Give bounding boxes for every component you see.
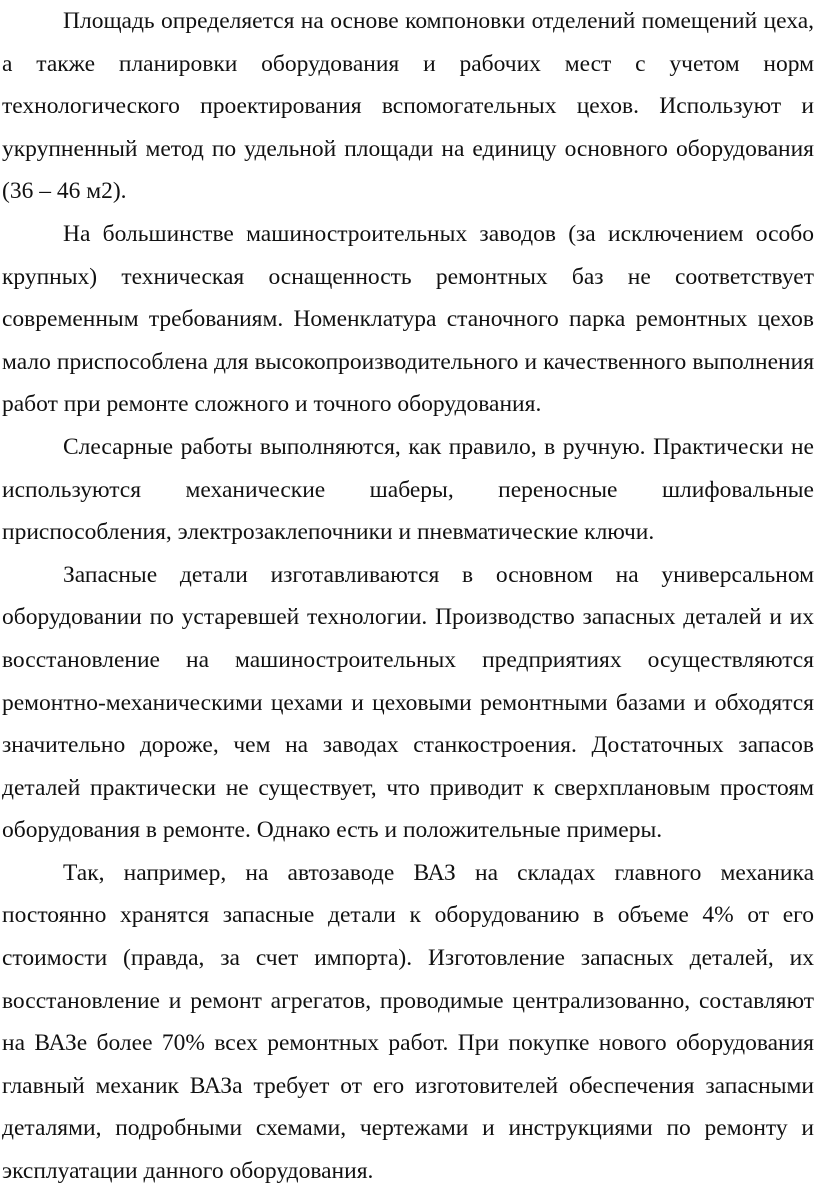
paragraph-4: Запасные детали изготавливаются в основном на универсальном оборудовании по устаревшей технологии. Производство запасных деталей и их восстановление на машиностроительных предприятиях осуществляются ремонтно-механическими цехами и цеховыми ремонтными базами и обходятся значительно дороже, чем на заводах станкостроения. Достаточных запасов деталей практически не существует, что приводит к сверхплановым простоям оборудования в ремонте. Однако есть и положительные примеры. [2,561,814,844]
document-page [2,0,814,1185]
paragraph-2: На большинстве машиностроительных заводов (за исключением особо крупных) техническая оснащенность ремонтных баз не соответствует современным требованиям. Номенклатура станочного парка ремонтных цехов мало приспособлена для высокопроизводительного и качественного выполнения работ при ремонте сложного и точного оборудования. [2,220,814,418]
paragraph-1: Площадь определяется на основе компоновки отделений помещений цеха, а также планировки оборудования и рабочих мест с учетом норм технологического проектирования вспомогательных цехов. Используют и укрупненный метод по удельной площади на единицу основного оборудования (36 – 46 м2). [2,8,814,205]
paragraph-3: Слесарные работы выполняются, как правило, в ручную. Практически не используются механические шаберы, переносные шлифовальные приспособления, электрозаклепочники и пневматические ключи. [2,433,814,546]
paragraph-5: Так, например, на автозаводе ВАЗ на складах главного механика постоянно хранятся запасные детали к оборудованию в объеме 4% от его стоимости (правда, за счет импорта). Изготовление запасных деталей, их восстановление и ремонт агрегатов, проводимые централизованно, составляют на ВАЗе более 70% всех ремонтных работ. При покупке нового оборудования главный механик ВАЗа требует от его изготовителей обеспечения запасными деталями, подробными схемами, чертежами и инструкциями по ремонту и эксплуатации данного оборудования. [2,859,814,1185]
